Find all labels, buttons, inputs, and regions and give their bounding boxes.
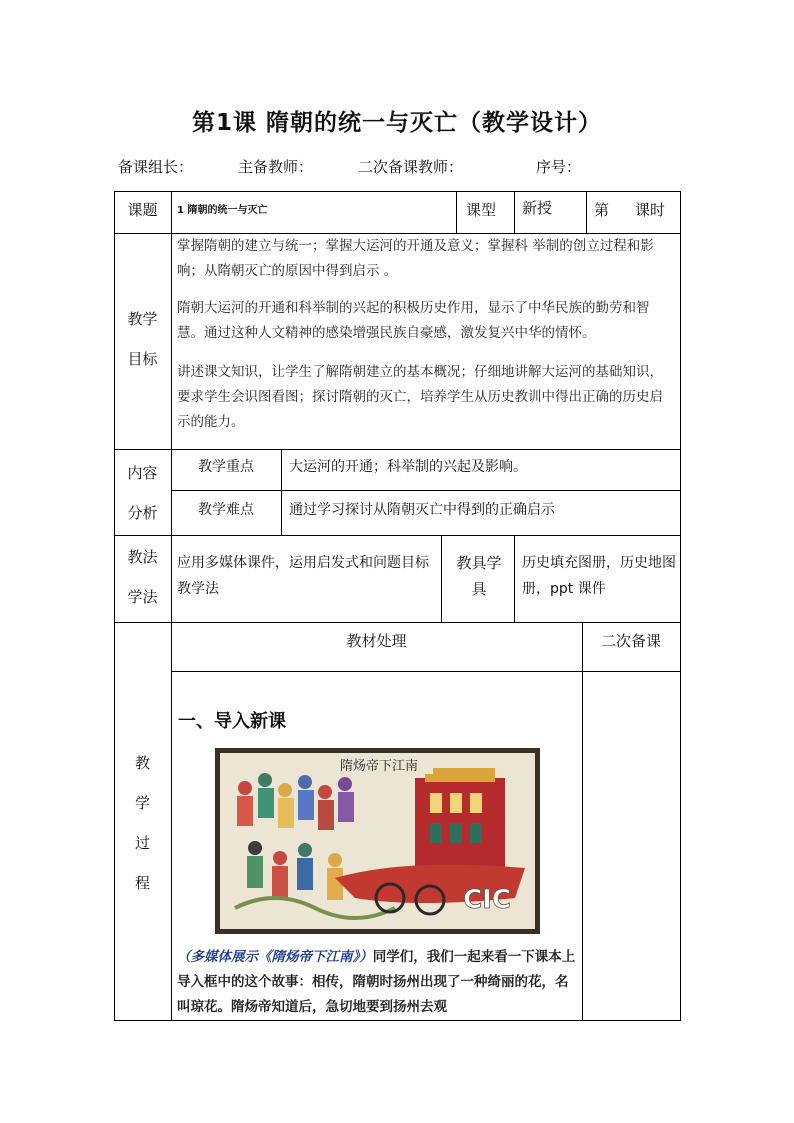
objective-paragraph: 隋朝大运河的开通和科举制的兴起的积极历史作用，显示了中华民族的勤劳和智慧。通过这种人文精神的感染增强民族自豪感，激发复兴中华的情怀。 — [177, 300, 650, 341]
process-label-char: 教 — [134, 754, 150, 772]
methods-label-line: 教法 — [127, 548, 158, 566]
painting-image — [215, 748, 540, 934]
table-border — [114, 449, 681, 450]
table-border — [171, 490, 681, 491]
section-heading: 一、导入新课 — [178, 711, 286, 732]
period-suffix: 课时 — [635, 201, 666, 219]
content-analysis-label — [114, 453, 171, 533]
teaching-aids-value: 历史填充图册，历史地图册，ppt 课件 — [522, 555, 676, 597]
objective-paragraph: 掌握隋朝的建立与统一；掌握大运河的开通及意义；掌握科 举制的创立过程和影响；从隋朝灭亡的原因中得到启示 。 — [177, 238, 654, 279]
table-border — [171, 671, 681, 672]
difficulties-value: 通过学习探讨从隋朝灭亡中得到的正确启示 — [289, 502, 555, 518]
topic-label: 课题 — [127, 201, 158, 219]
process-label-char: 程 — [134, 874, 150, 892]
painting-watermark: CIC — [463, 885, 511, 915]
table-border — [171, 191, 172, 1021]
methods-label — [114, 537, 171, 617]
material-column-header: 教材处理 — [346, 632, 407, 650]
objectives-label — [114, 299, 171, 379]
lesson-plan-table — [114, 191, 681, 1021]
group-leader-label: 备课组长： — [118, 158, 194, 176]
table-border — [114, 622, 681, 623]
intro-paragraph — [177, 945, 577, 1020]
lesson-type-value: 新授 — [522, 199, 553, 217]
content-analysis-label-line: 分析 — [127, 504, 158, 522]
key-points-label: 教学重点 — [198, 459, 254, 475]
table-border — [441, 535, 442, 622]
process-label-char: 过 — [134, 834, 150, 852]
key-points-value: 大运河的开通；科举制的兴起及影响。 — [289, 459, 527, 475]
table-border — [680, 191, 681, 1021]
table-border — [114, 535, 681, 536]
serial-label: 序号： — [536, 158, 582, 176]
methods-value: 应用多媒体课件，运用启发式和问题目标教学法 — [177, 555, 429, 597]
period-prefix: 第 — [594, 201, 610, 219]
objective-paragraph: 讲述课文知识，让学生了解隋朝建立的基本概况；仔细地讲解大运河的基础知识，要求学生会识图看图；探讨隋朝的灭亡，培养学生从历史教训中得出正确的历史启示的能力。 — [177, 364, 663, 430]
table-border — [586, 191, 587, 233]
objectives-label-line: 教学 — [127, 310, 158, 328]
painting-inscription: 隋炀帝下江南 — [339, 759, 419, 774]
teaching-aids-label: 教具学具 — [456, 554, 502, 598]
methods-label-line: 学法 — [127, 588, 158, 606]
table-border — [114, 191, 681, 192]
difficulties-label: 教学难点 — [198, 502, 254, 518]
table-border — [582, 622, 583, 1020]
second-teacher-label: 二次备课教师： — [358, 158, 464, 176]
second-prep-column-header: 二次备课 — [600, 632, 661, 650]
table-border — [456, 191, 457, 233]
table-border — [281, 449, 282, 535]
topic-value: 1 隋朝的统一与灭亡 — [177, 205, 268, 216]
intro-text: 同学们，我们一起来看一下课本上导入框中的这个故事：相传，隋朝时扬州出现了一种绮丽的花，名叫琼花。隋炀帝知道后，急切地要到扬州去观 — [177, 949, 576, 1015]
table-border — [114, 1020, 681, 1021]
main-teacher-label: 主备教师： — [238, 158, 314, 176]
process-label-char: 学 — [134, 794, 150, 812]
meta-row — [118, 156, 678, 178]
painting-illustration — [215, 748, 540, 934]
page-title: 第1课 隋朝的统一与灭亡（教学设计） — [191, 110, 602, 136]
multimedia-note: （多媒体展示《隋炀帝下江南》） — [177, 949, 373, 965]
lesson-type-label: 课型 — [466, 201, 497, 219]
table-border — [514, 191, 515, 233]
process-label — [114, 743, 171, 903]
objectives-label-line: 目标 — [127, 350, 158, 368]
content-analysis-label-line: 内容 — [127, 464, 158, 482]
table-border — [514, 535, 515, 622]
